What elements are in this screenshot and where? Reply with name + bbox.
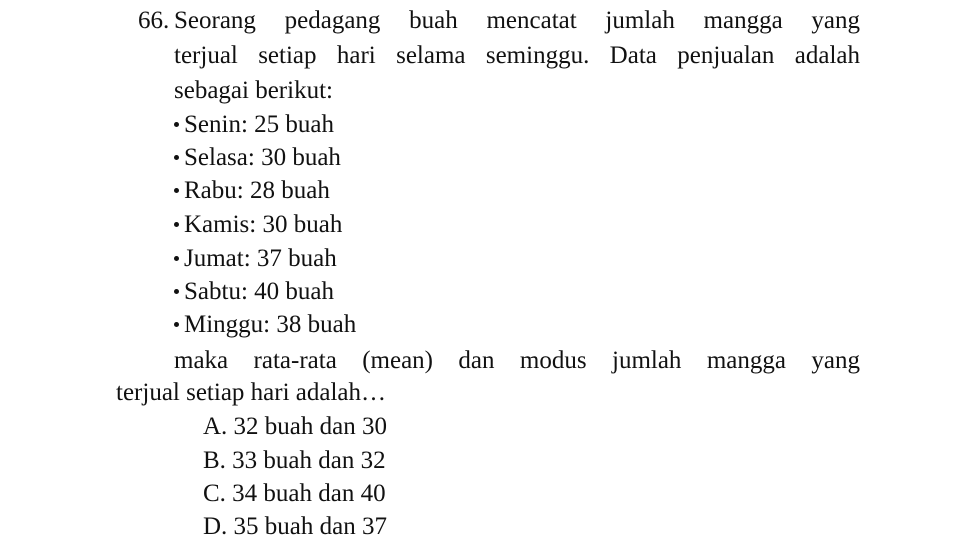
question-prompt-line-1: maka rata-rata (mean) dan modus jumlah mangga yang: [174, 347, 860, 374]
question-stem-line-1: Seorang pedagang buah mencatat jumlah mangga yang: [174, 7, 860, 34]
list-item-label: Minggu: 38 buah: [184, 311, 357, 338]
bullet-icon: [174, 222, 179, 227]
question-number: 66.: [138, 7, 170, 34]
list-item-label: Senin: 25 buah: [184, 111, 334, 138]
option-c[interactable]: C. 34 buah dan 40: [203, 480, 386, 507]
option-a[interactable]: A. 32 buah dan 30: [203, 413, 387, 440]
list-item-label: Selasa: 30 buah: [184, 144, 341, 171]
bullet-icon: [174, 155, 179, 160]
question-stem-line-3: sebagai berikut:: [174, 77, 333, 104]
list-item: [172, 143, 341, 173]
list-item-label: Rabu: 28 buah: [184, 177, 330, 204]
bullet-icon: [174, 122, 179, 127]
option-d[interactable]: D. 35 buah dan 37: [203, 513, 387, 540]
option-b[interactable]: B. 33 buah dan 32: [203, 447, 386, 474]
bullet-icon: [174, 188, 179, 193]
list-item-label: Kamis: 30 buah: [184, 211, 343, 238]
list-item: [172, 176, 330, 206]
list-item: [172, 244, 337, 274]
bullet-icon: [174, 289, 179, 294]
question-prompt-line-2: terjual setiap hari adalah…: [116, 379, 387, 406]
list-item: [172, 277, 334, 307]
question-stem-line-2: terjual setiap hari selama seminggu. Data penjualan adalah: [174, 42, 860, 69]
list-item: [172, 310, 356, 340]
list-item-label: Sabtu: 40 buah: [184, 278, 334, 305]
list-item-label: Jumat: 37 buah: [184, 245, 337, 272]
bullet-icon: [174, 256, 179, 261]
list-item: [172, 110, 334, 140]
list-item: [172, 210, 342, 240]
bullet-icon: [174, 322, 179, 327]
